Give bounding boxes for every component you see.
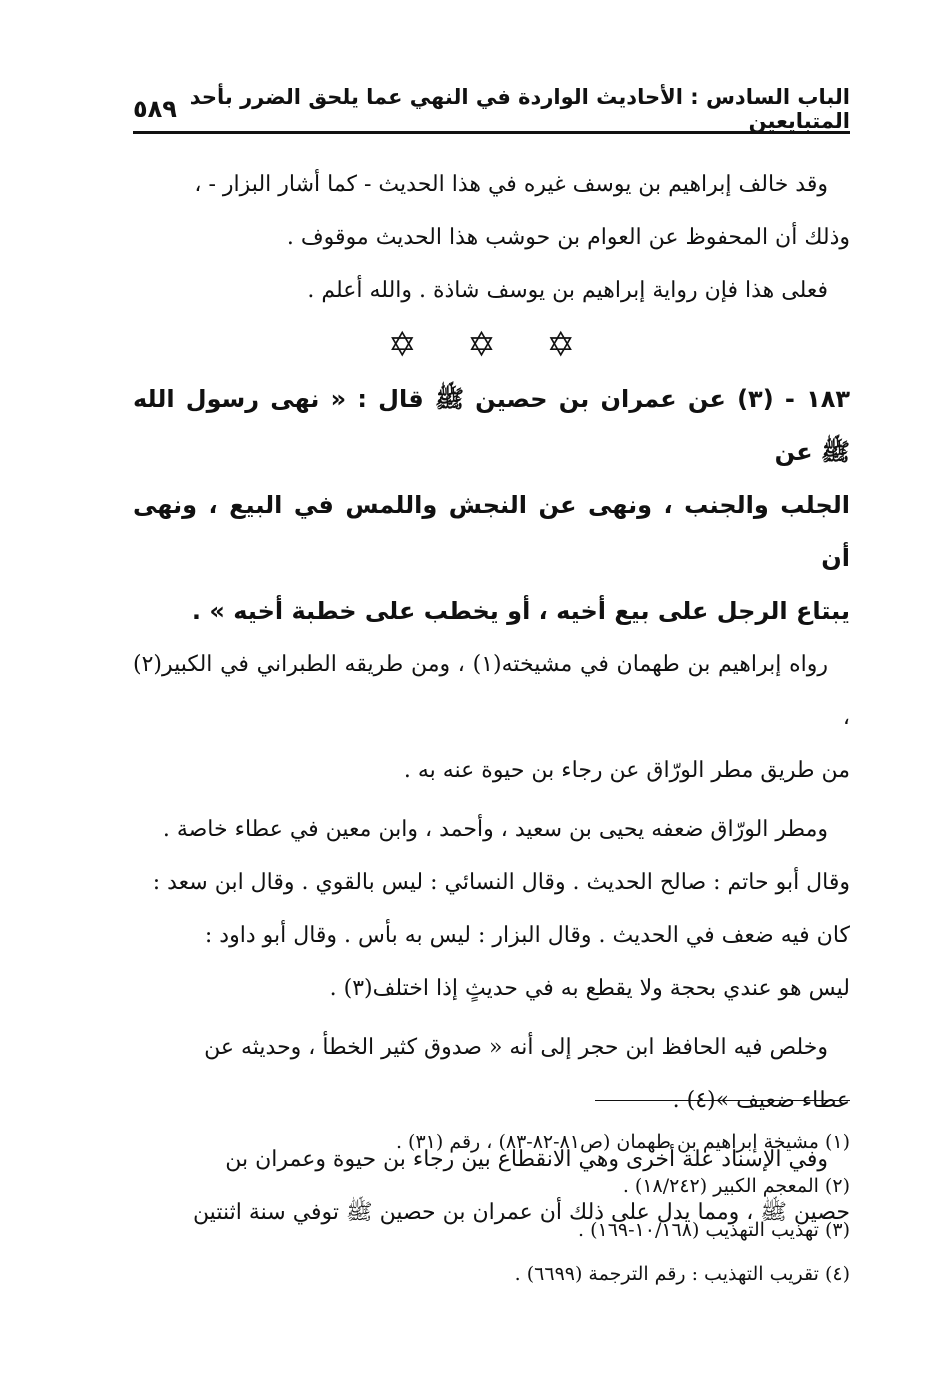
page-number: ٥٨٩ xyxy=(133,95,177,123)
footnotes xyxy=(133,1120,850,1296)
footnote-4: (٤) تقريب التهذيب : رقم الترجمة (٦٦٩٩) . xyxy=(514,1263,850,1285)
paragraph-4-line-3: كان فيه ضعف في الحديث . وقال البزار : ليس به بأس . وقال أبو داود : xyxy=(204,923,850,948)
running-header xyxy=(133,85,850,133)
paragraph-3-line-2: من طريق مطر الورّاق عن رجاء بن حيوة عنه به . xyxy=(403,758,850,783)
paragraph-4-line-1: ومطر الورّاق ضعفه يحيى بن سعيد ، وأحمد ، وابن معين في عطاء خاصة . xyxy=(162,817,828,842)
section-divider-stars-icon: ✡ ✡ ✡ xyxy=(387,325,596,365)
paragraph-2: فعلى هذا فإن رواية إبراهيم بن يوسف شاذة . والله أعلم . xyxy=(307,278,828,303)
main-text xyxy=(133,158,850,1239)
paragraph-6-line-1: وفي الإسناد علة أخرى وهي الانقطاع بين رجاء بن حيوة وعمران بن xyxy=(225,1147,828,1172)
paragraph-1-line-2: وذلك أن المحفوظ عن العوام بن حوشب هذا الحديث موقوف . xyxy=(286,225,850,250)
paragraph-4-line-2: وقال أبو حاتم : صالح الحديث . وقال النسائي : ليس بالقوي . وقال ابن سعد : xyxy=(152,870,850,895)
footnote-3: (٣) تهذيب التهذيب (١٠/١٦٨-١٦٩) . xyxy=(577,1219,850,1241)
hadith-line-2: الجلب والجنب ، ونهى عن النجش واللمس في البيع ، ونهى أن xyxy=(133,491,850,572)
paragraph-6-line-2: حصين ﷺ ، ومما يدل على ذلك أن عمران بن حصين ﷺ توفي سنة اثنتين xyxy=(192,1200,850,1225)
paragraph-4-line-4: ليس هو عندي بحجة ولا يقطع به في حديثٍ إذا اختلف(٣) . xyxy=(329,976,850,1001)
header-rule xyxy=(133,131,850,134)
chapter-title: الباب السادس : الأحاديث الواردة في النهي عما يلحق الضرر بأحد المتبايعين xyxy=(189,85,850,133)
footnote-1: (١) مشيخة إبراهيم بن طهمان (ص٨١-٨٢-٨٣) ، رقم (٣١) . xyxy=(395,1131,850,1153)
paragraph-3-line-1: رواه إبراهيم بن طهمان في مشيخته(١) ، ومن طريقه الطبراني في الكبير(٢) ، xyxy=(133,652,850,730)
hadith-line-3: يبتاع الرجل على بيع أخيه ، أو يخطب على خطبة أخيه » . xyxy=(191,597,850,625)
hadith-line-1: ١٨٣ - (٣) عن عمران بن حصين ﷺ قال : « نهى رسول الله ﷺ عن xyxy=(133,385,851,466)
paragraph-5-line-2: عطاء ضعيف »(٤) . xyxy=(672,1088,850,1113)
paragraph-1-line-1: وقد خالف إبراهيم بن يوسف غيره في هذا الحديث - كما أشار البزار - ، xyxy=(194,172,828,197)
footnote-separator xyxy=(595,1100,850,1101)
paragraph-5-line-1: وخلص فيه الحافظ ابن حجر إلى أنه « صدوق كثير الخطأ ، وحديثه عن xyxy=(204,1035,828,1060)
footnote-2: (٢) المعجم الكبير (١٨/٢٤٢) . xyxy=(622,1175,850,1197)
